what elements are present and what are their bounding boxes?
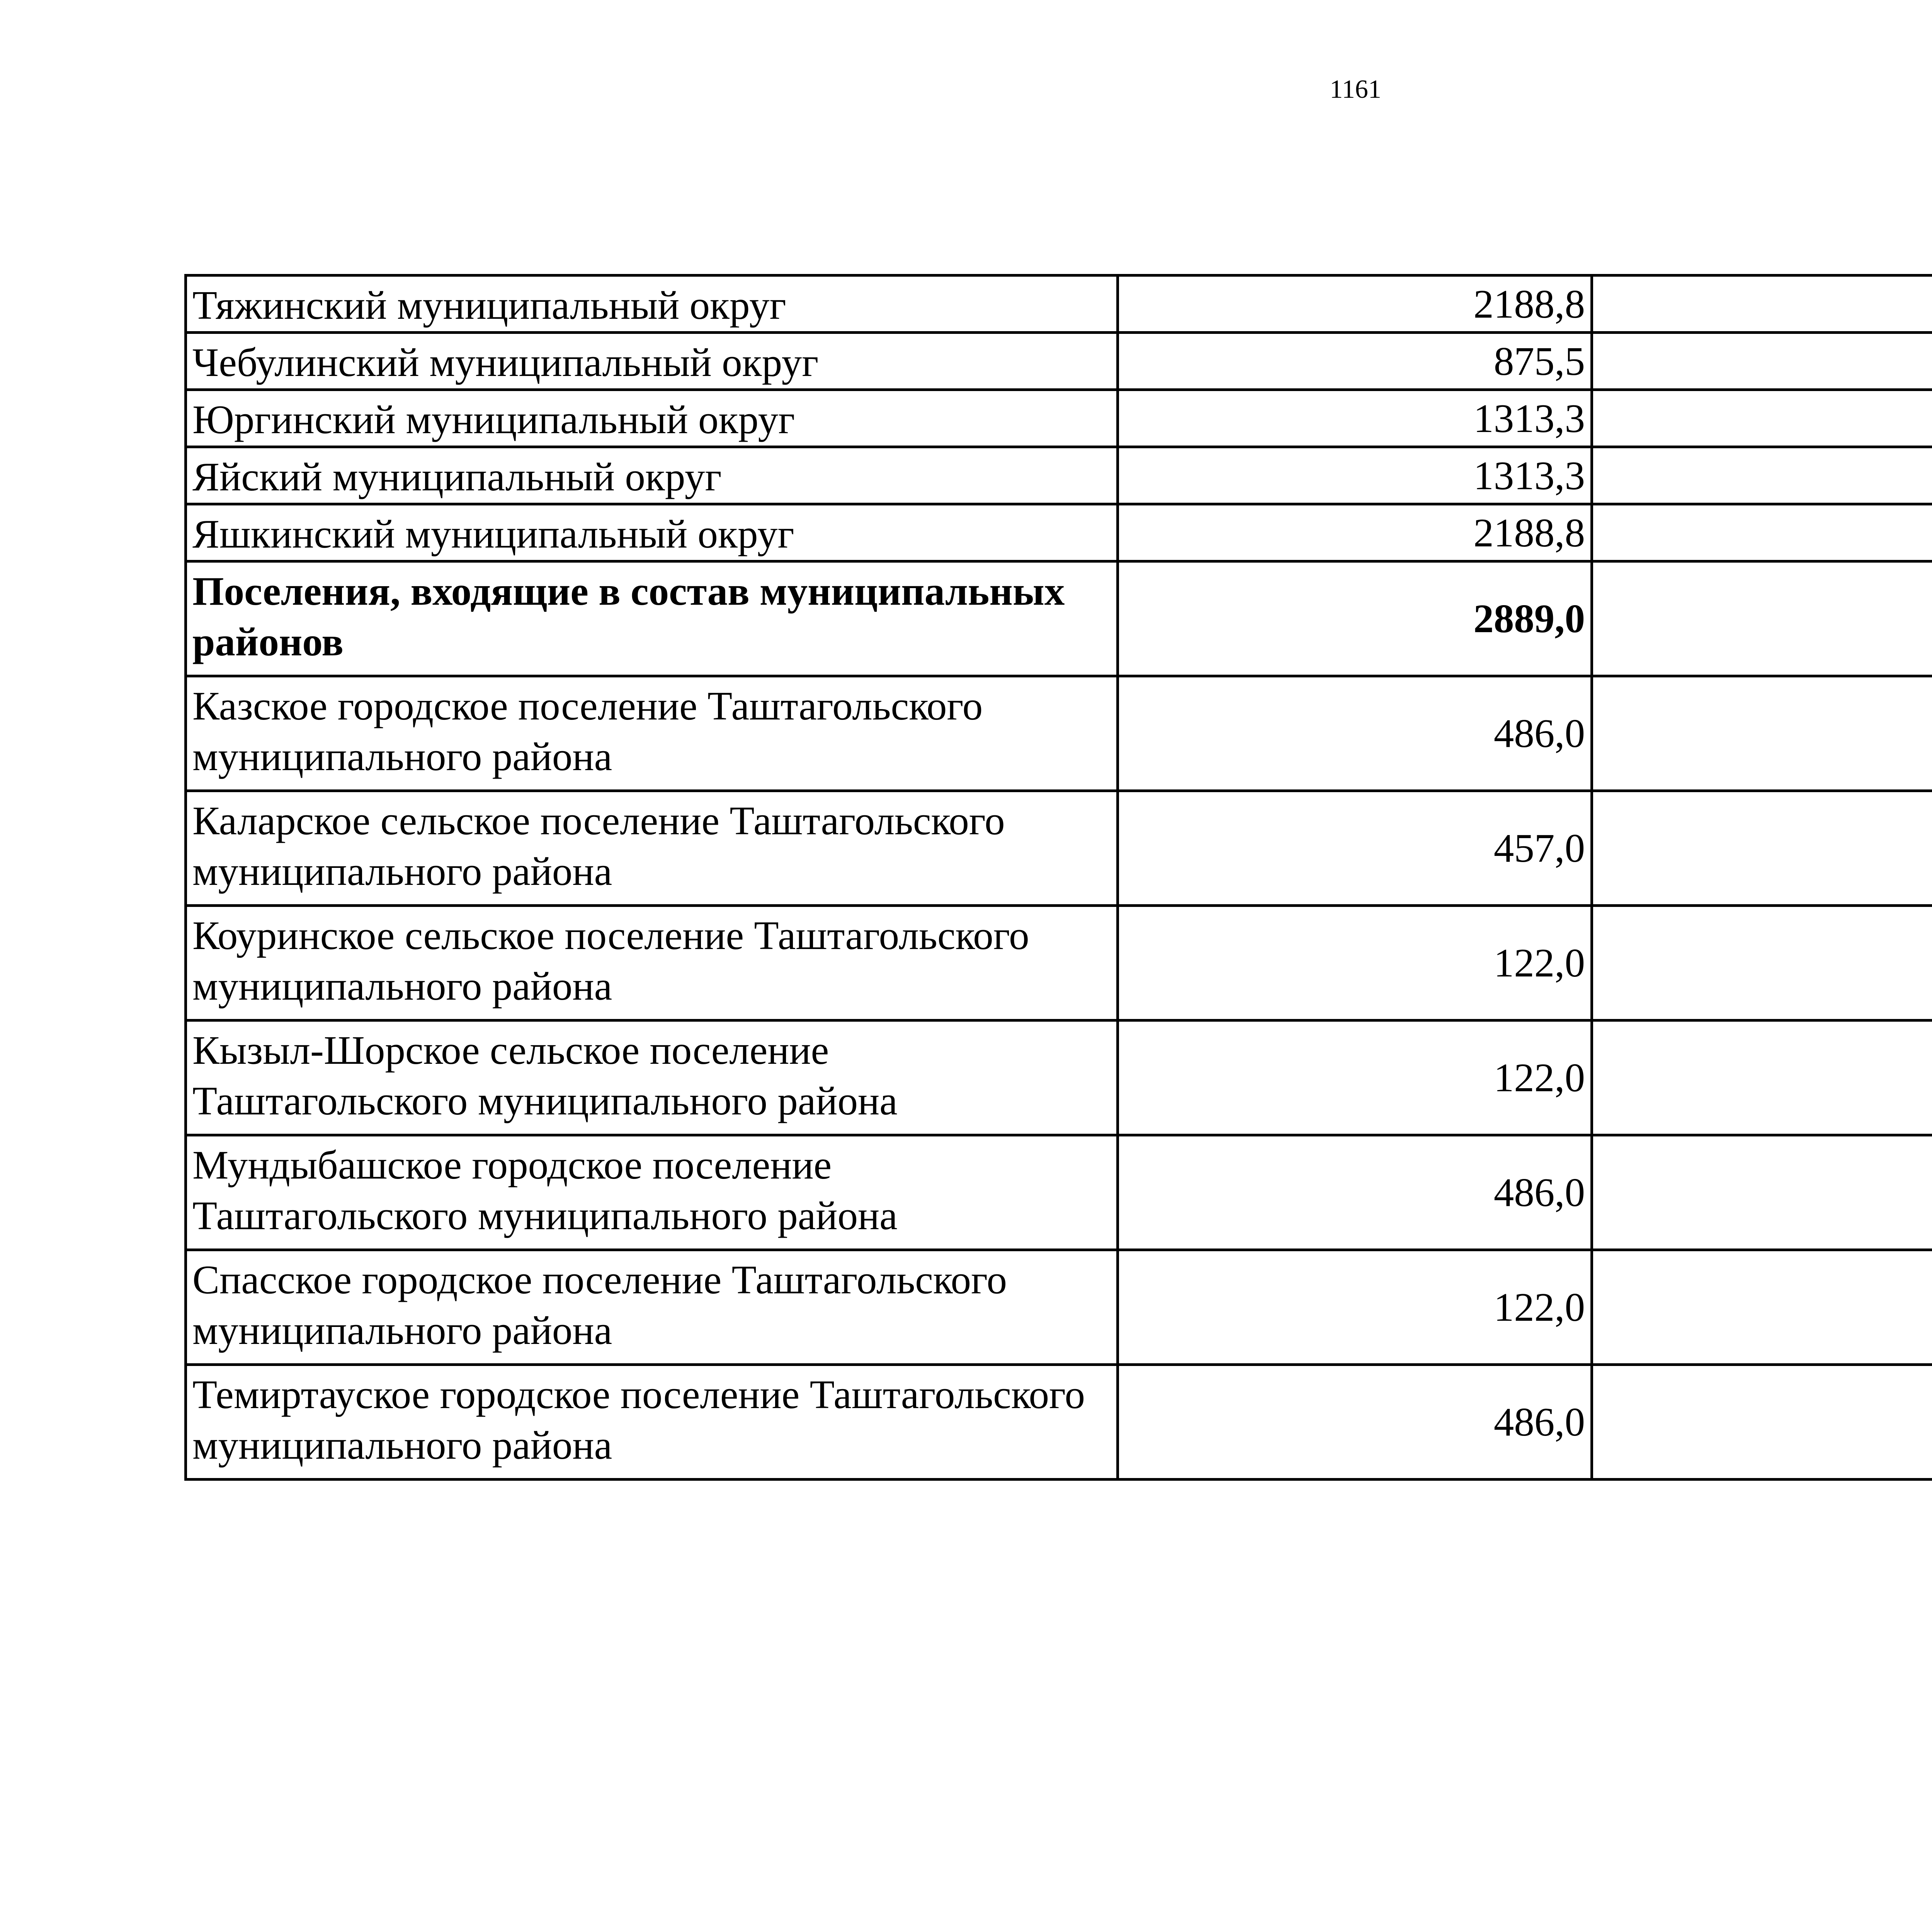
row-value-1: 486,0 xyxy=(1118,1135,1592,1250)
row-value-2 xyxy=(1592,1021,1932,1135)
row-value-2 xyxy=(1592,276,1932,333)
row-value-2 xyxy=(1592,333,1932,390)
row-value-2 xyxy=(1592,676,1932,791)
table-row xyxy=(186,447,1932,504)
table-row xyxy=(186,1250,1932,1365)
row-name: Спасское городское поселение Таштагольского муниципального района xyxy=(186,1250,1118,1365)
table-row xyxy=(186,1135,1932,1250)
table-row xyxy=(186,1021,1932,1135)
row-name: Тяжинский муниципальный округ xyxy=(186,276,1118,333)
row-name: Темиртауское городское поселение Таштагольского муниципального района xyxy=(186,1365,1118,1480)
page-number: 1161 xyxy=(1330,74,1381,104)
table-row xyxy=(186,333,1932,390)
table-row xyxy=(186,791,1932,906)
row-value-1: 486,0 xyxy=(1118,676,1592,791)
row-value-2 xyxy=(1592,561,1932,676)
data-table xyxy=(184,274,1932,1481)
row-value-2 xyxy=(1592,1365,1932,1480)
row-name: Юргинский муниципальный округ xyxy=(186,390,1118,447)
row-value-2 xyxy=(1592,791,1932,906)
row-name: Яйский муниципальный округ xyxy=(186,447,1118,504)
table-row xyxy=(186,906,1932,1021)
row-name: Поселения, входящие в состав муниципальных районов xyxy=(186,561,1118,676)
row-value-1: 122,0 xyxy=(1118,1250,1592,1365)
row-value-2 xyxy=(1592,1250,1932,1365)
table-row xyxy=(186,676,1932,791)
row-value-2 xyxy=(1592,390,1932,447)
row-value-1: 1313,3 xyxy=(1118,447,1592,504)
row-value-1: 2188,8 xyxy=(1118,276,1592,333)
row-value-1: 486,0 xyxy=(1118,1365,1592,1480)
row-name: Яшкинский муниципальный округ xyxy=(186,504,1118,561)
table-row xyxy=(186,390,1932,447)
row-name: Кызыл-Шорское сельское поселение Таштагольского муниципального района xyxy=(186,1021,1118,1135)
table-row-subtotal xyxy=(186,561,1932,676)
row-value-2 xyxy=(1592,906,1932,1021)
row-value-1: 2188,8 xyxy=(1118,504,1592,561)
row-value-2 xyxy=(1592,504,1932,561)
row-name: Чебулинский муниципальный округ xyxy=(186,333,1118,390)
table-row xyxy=(186,504,1932,561)
row-name: Коуринское сельское поселение Таштагольского муниципального района xyxy=(186,906,1118,1021)
row-value-1: 2889,0 xyxy=(1118,561,1592,676)
row-value-1: 122,0 xyxy=(1118,1021,1592,1135)
row-value-1: 457,0 xyxy=(1118,791,1592,906)
row-value-2 xyxy=(1592,1135,1932,1250)
row-value-1: 1313,3 xyxy=(1118,390,1592,447)
row-value-1: 122,0 xyxy=(1118,906,1592,1021)
row-value-2 xyxy=(1592,447,1932,504)
table-row xyxy=(186,276,1932,333)
row-name: Казское городское поселение Таштагольского муниципального района xyxy=(186,676,1118,791)
row-name: Каларское сельское поселение Таштагольского муниципального района xyxy=(186,791,1118,906)
row-value-1: 875,5 xyxy=(1118,333,1592,390)
row-name: Мундыбашское городское поселение Таштагольского муниципального района xyxy=(186,1135,1118,1250)
table-row xyxy=(186,1365,1932,1480)
